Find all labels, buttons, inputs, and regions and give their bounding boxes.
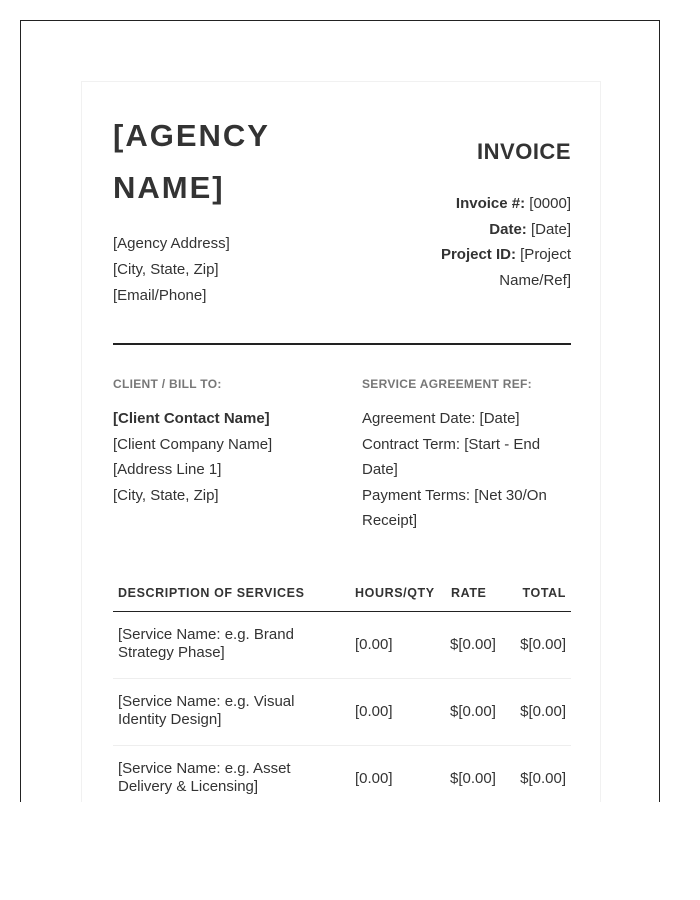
agency-email-phone: [Email/Phone] bbox=[113, 287, 207, 304]
table-row bbox=[113, 746, 571, 802]
client-contact-name: [Client Contact Name] bbox=[113, 410, 270, 427]
project-id-line bbox=[411, 242, 571, 293]
row-qty: [0.00] bbox=[355, 703, 393, 720]
row-qty: [0.00] bbox=[355, 770, 393, 787]
table-row bbox=[113, 612, 571, 679]
row-total: $[0.00] bbox=[520, 770, 566, 787]
table-row bbox=[113, 679, 571, 746]
services-table bbox=[113, 577, 571, 802]
invoice-meta bbox=[411, 191, 571, 293]
payment-terms: Payment Terms: [Net 30/On Receipt] bbox=[362, 486, 547, 529]
client-city-state-zip: [City, State, Zip] bbox=[113, 486, 219, 504]
row-description: [Service Name: e.g. Brand Strategy Phase] bbox=[118, 626, 294, 661]
document-frame bbox=[20, 20, 660, 802]
client-company-name: [Client Company Name] bbox=[113, 435, 273, 453]
agency-name: [AGENCY NAME] bbox=[113, 118, 270, 205]
agreement-date: Agreement Date: [Date] bbox=[362, 410, 520, 427]
header-total: TOTAL bbox=[522, 586, 566, 600]
project-id-value: [Project Name/Ref] bbox=[499, 246, 571, 289]
project-id-label: Project ID: bbox=[440, 246, 516, 263]
invoice-number-line bbox=[411, 191, 571, 217]
row-total: $[0.00] bbox=[520, 636, 566, 653]
invoice-date-value: [Date] bbox=[530, 220, 571, 238]
row-description: [Service Name: e.g. Visual Identity Design] bbox=[118, 693, 295, 728]
row-rate: $[0.00] bbox=[450, 703, 496, 720]
invoice-title: INVOICE bbox=[477, 139, 571, 164]
agency-address: [Agency Address] bbox=[113, 235, 230, 252]
client-address-line: [Address Line 1] bbox=[113, 461, 222, 478]
row-rate: $[0.00] bbox=[450, 770, 496, 787]
invoice-number-label: Invoice #: bbox=[455, 195, 526, 212]
row-rate: $[0.00] bbox=[450, 636, 496, 653]
header-rate: RATE bbox=[451, 586, 487, 600]
row-total: $[0.00] bbox=[520, 703, 566, 720]
agency-city-state-zip: [City, State, Zip] bbox=[113, 261, 219, 278]
row-description: [Service Name: e.g. Asset Delivery & Licensing] bbox=[118, 760, 291, 795]
header-description: DESCRIPTION OF SERVICES bbox=[118, 586, 305, 600]
client-block bbox=[113, 406, 343, 508]
row-qty: [0.00] bbox=[355, 636, 393, 653]
invoice-date-line bbox=[411, 217, 571, 243]
agency-contact-block bbox=[113, 231, 230, 309]
contract-term: Contract Term: [Start - End Date] bbox=[362, 435, 541, 478]
invoice-date-label: Date: bbox=[489, 220, 527, 238]
header-divider bbox=[113, 343, 571, 345]
invoice-page bbox=[81, 81, 601, 802]
client-section-label: CLIENT / BILL TO: bbox=[113, 377, 222, 391]
invoice-number-value: [0000] bbox=[529, 195, 571, 212]
agreement-block bbox=[362, 406, 571, 534]
table-header bbox=[113, 577, 571, 612]
agreement-section-label: SERVICE AGREEMENT REF: bbox=[362, 377, 532, 391]
header-hours-qty: HOURS/QTY bbox=[355, 586, 435, 600]
